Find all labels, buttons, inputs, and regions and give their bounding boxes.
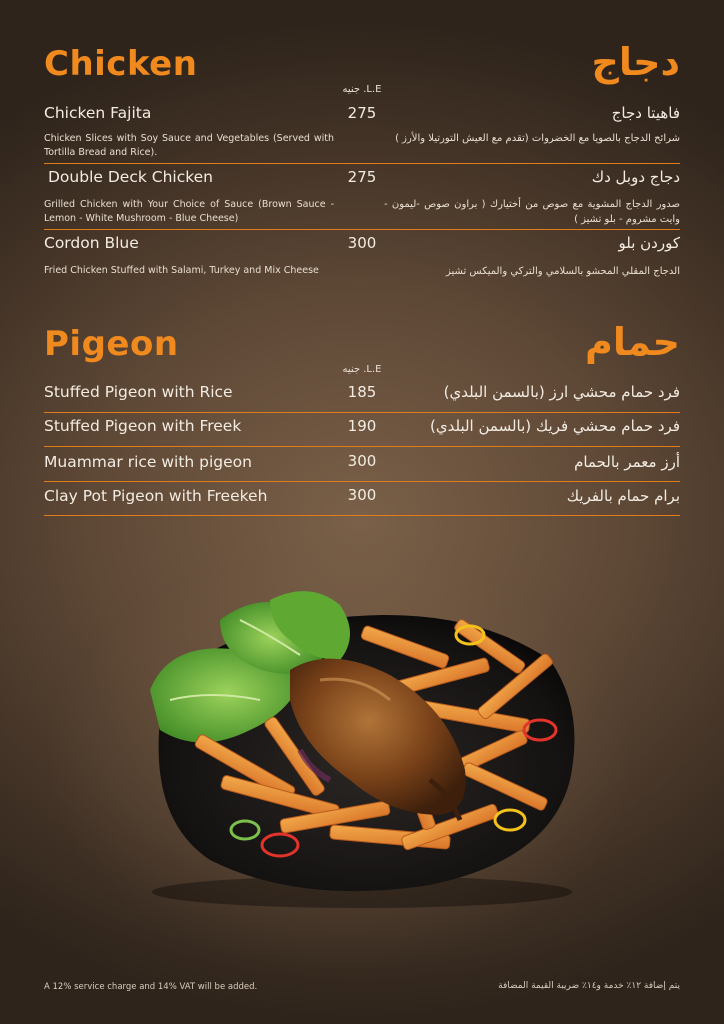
item-desc-en: Chicken Slices with Soy Sauce and Vegetables (Served with Tortilla Bread and Rice).: [44, 133, 334, 158]
chicken-title-ar: دجاج: [591, 40, 680, 84]
item-price: 300: [347, 486, 377, 504]
item-name-en: Stuffed Pigeon with Freek: [44, 417, 242, 435]
item-desc-ar: الدجاج المقلي المحشو بالسلامي والتركي والميكس تشيز: [446, 266, 680, 277]
chicken-title-en: Chicken: [44, 44, 198, 84]
pigeon-title-en: Pigeon: [44, 324, 179, 364]
item-name-ar: برام حمام بالفريك: [566, 487, 680, 505]
item-desc-en: Fried Chicken Stuffed with Salami, Turkey and Mix Cheese: [44, 265, 319, 276]
item-name-ar: فرد حمام محشي ارز (بالسمن البلدي): [443, 383, 680, 401]
item-desc-en: Grilled Chicken with Your Choice of Sauce (Brown Sauce - Lemon - White Mushroom - Blue Cheese): [44, 199, 334, 224]
item-price: 275: [347, 168, 377, 186]
item-name-ar: فرد حمام محشي فريك (بالسمن البلدي): [430, 417, 680, 435]
pigeon-section: [44, 320, 680, 524]
item-name-en: Stuffed Pigeon with Rice: [44, 383, 233, 401]
divider: [44, 481, 680, 482]
item-price: 300: [347, 234, 377, 252]
item-name-en: Muammar rice with pigeon: [44, 453, 252, 471]
item-price: 275: [347, 104, 377, 122]
item-name-en: Double Deck Chicken: [48, 168, 214, 186]
item-price: 300: [347, 452, 377, 470]
chicken-section: [44, 40, 680, 304]
pigeon-title-ar: حمام: [585, 320, 680, 364]
item-name-en: Clay Pot Pigeon with Freekeh: [44, 487, 268, 505]
item-name-en: Chicken Fajita: [44, 104, 152, 122]
item-name-ar: دجاج دوبل دك: [591, 168, 680, 186]
chicken-price-header: L.E. جنيه: [342, 84, 382, 95]
item-price: 190: [347, 417, 377, 435]
pigeon-price-header: L.E. جنيه: [342, 364, 382, 375]
divider: [44, 229, 680, 230]
item-name-ar: فاهيتا دجاج: [611, 104, 680, 122]
divider: [44, 515, 680, 516]
divider: [44, 446, 680, 447]
item-price: 185: [347, 383, 377, 401]
service-charge-note-en: A 12% service charge and 14% VAT will be added.: [44, 982, 258, 992]
divider: [44, 163, 680, 164]
item-desc-ar: صدور الدجاج المشوية مع صوص من أختيارك ( براون صوص -ليمون - وايت مشروم - بلو تشيز ): [384, 199, 680, 225]
item-name-ar: أرز معمر بالحمام: [574, 453, 680, 471]
divider: [44, 412, 680, 413]
item-desc-ar: شرائح الدجاج بالصويا مع الخضروات (تقدم مع العيش التورتيلا والأرز ): [395, 133, 680, 144]
item-name-ar: كوردن بلو: [618, 234, 680, 252]
item-name-en: Cordon Blue: [44, 234, 139, 252]
pigeon-dish-photo: [130, 580, 590, 910]
service-charge-note-ar: يتم إضافة ١٢٪ خدمة و١٤٪ ضريبة القيمة المضافة: [498, 981, 680, 991]
